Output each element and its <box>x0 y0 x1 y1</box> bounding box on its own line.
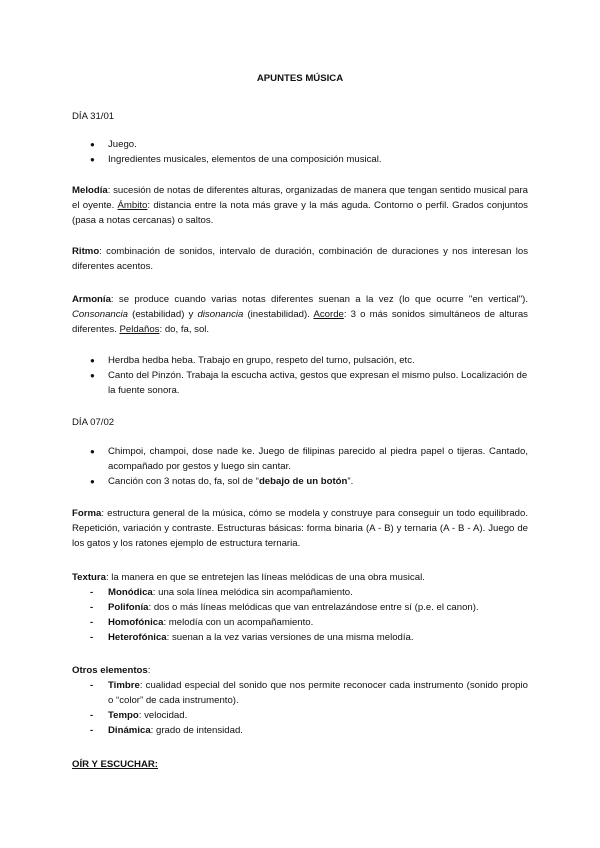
peldanos-term: Peldaños <box>119 324 160 335</box>
otros-section <box>72 663 528 738</box>
textura-section <box>72 570 528 645</box>
oir-escuchar-heading: OÍR Y ESCUCHAR: <box>72 759 159 770</box>
bullet-icon: ● <box>90 371 95 380</box>
list-item: - Homofónica: melodía con un acompañamiento. <box>90 617 314 628</box>
bullet-icon: ● <box>90 356 95 365</box>
disonancia-term: disonancia <box>197 309 244 320</box>
melodia-paragraph: Melodía: sucesión de notas de diferentes alturas, organizadas de manera que tengan sentido musical para el oyente. Ámbito: distancia entre la nota más grave y la más aguda. Contorno o perfil. Grados conjuntos (pasa a notas cercanas) o saltos. <box>72 185 528 226</box>
dash-icon: - <box>90 617 94 628</box>
consonancia-term: Consonancia <box>72 309 129 320</box>
list-item: - Timbre: cualidad especial del sonido que nos permite reconocer cada instrumento (sonido propio o “color” de cada instrumento). <box>90 680 528 706</box>
list-item: - Tempo: velocidad. <box>90 710 188 721</box>
list-item: - Monódica: una sola línea melódica sin acompañamiento. <box>90 587 353 598</box>
list-item: ● Ingredientes musicales, elementos de una composición musical. <box>90 154 382 165</box>
dash-icon: - <box>90 725 94 736</box>
list-item: ● Canto del Pinzón. Trabaja la escucha activa, gestos que expresan el mismo pulso. Localización de la fuente sonora. <box>90 370 528 396</box>
ambito-term: Ámbito <box>117 200 148 211</box>
bullet-icon: ● <box>90 155 95 164</box>
list-item: - Heterofónica: suenan a la vez varias versiones de una misma melodía. <box>90 632 414 643</box>
activities-list <box>72 353 528 398</box>
bullet-icon: ● <box>90 140 95 149</box>
day2-heading: DÍA 07/02 <box>72 417 115 428</box>
list-item: ● Herdba hedba heba. Trabajo en grupo, respeto del turno, pulsación, etc. <box>90 355 415 366</box>
bullet-icon: ● <box>90 477 95 486</box>
list-item: ● Juego. <box>90 139 137 150</box>
textura-paragraph: Textura: la manera en que se entretejen las líneas melódicas de una obra musical. <box>72 572 425 583</box>
forma-term: Forma <box>72 508 102 519</box>
dash-icon: - <box>90 632 94 643</box>
bullet-icon: ● <box>90 447 95 456</box>
list-item: - Dinámica: grado de intensidad. <box>90 725 243 736</box>
acorde-term: Acorde <box>313 309 344 320</box>
otros-heading: Otros elementos: <box>72 665 151 676</box>
forma-paragraph: Forma: estructura general de la música, cómo se modela y construye para conseguir un todo equilibrado. Repetición, variación y contraste. Estructuras básicas: forma binaria (A - B) y ternaria (A - B - A). Juego de los gatos y los ratones ejemplo de estructura ternaria. <box>72 508 528 549</box>
day1-heading: DÍA 31/01 <box>72 111 115 122</box>
debajo-de-un-boton: debajo de un botón <box>258 476 348 487</box>
day2-bullets <box>72 444 528 489</box>
melodia-term: Melodía <box>72 185 108 196</box>
dash-icon: - <box>90 710 94 721</box>
ritmo-paragraph: Ritmo: combinación de sonidos, intervalo de duración, combinación de duraciones y nos interesan los diferentes acentos. <box>72 246 528 272</box>
dash-icon: - <box>90 680 94 691</box>
armonia-paragraph: Armonía: se produce cuando varias notas diferentes suenan a la vez (lo que ocurre "en vertical"). Consonancia (estabilidad) y disonancia (inestabilidad). Acorde: 3 o más sonidos simultáneos de alturas diferentes. Peldaños: do, fa, sol. <box>72 294 528 335</box>
list-item: ● Chimpoi, champoi, dose nade ke. Juego de filipinas parecido al piedra papel o tijeras. Cantado, acompañado por gestos y luego sin cantar. <box>90 446 528 472</box>
dash-icon: - <box>90 587 94 598</box>
list-item: - Polifonía: dos o más líneas melódicas que van entrelazándose entre sí (p.e. el canon). <box>90 602 479 613</box>
armonia-term: Armonía <box>72 294 111 305</box>
list-item: ● Canción con 3 notas do, fa, sol de “debajo de un botón”. <box>90 476 354 487</box>
ritmo-term: Ritmo <box>72 246 100 257</box>
day1-bullets <box>72 137 528 167</box>
page-title: APUNTES MÚSICA <box>256 73 344 84</box>
textura-term: Textura <box>72 572 106 583</box>
dash-icon: - <box>90 602 94 613</box>
